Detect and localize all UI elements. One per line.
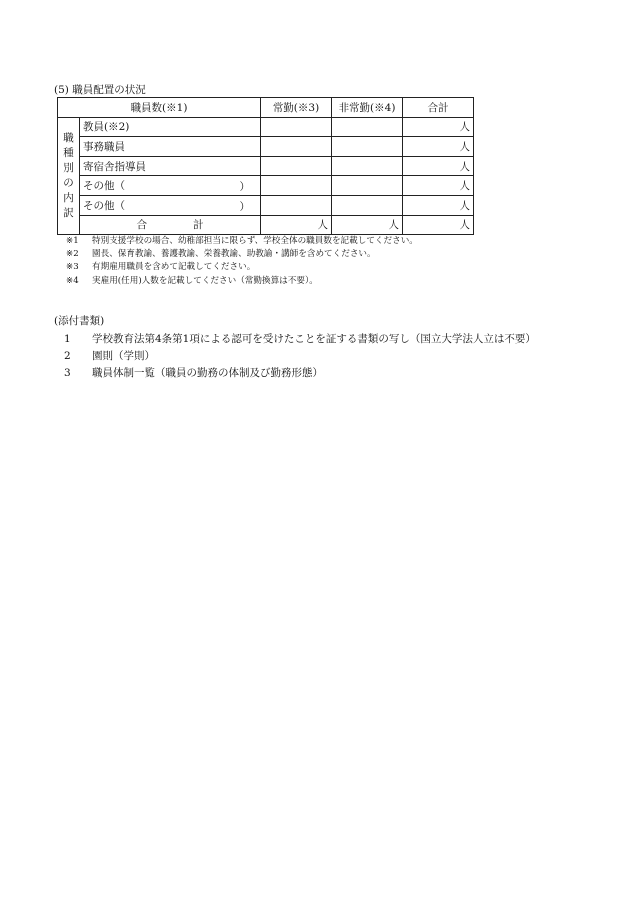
cell-input[interactable] <box>332 117 403 137</box>
note-2: ※2 園長、保育教諭、養護教諭、栄養教諭、助教諭・講師を含めてください。 <box>66 249 376 260</box>
row-label-office-staff: 事務職員 <box>80 137 261 157</box>
notes <box>66 235 418 288</box>
attachments-title: (添付書類) <box>54 315 105 327</box>
cell-input[interactable] <box>332 195 403 215</box>
staff-table <box>57 97 474 235</box>
list-item: 1 学校教育法第4条第1項による認可を受けたことを証する書類の写し（国立大学法人立は不要） <box>64 333 536 345</box>
table-total-row <box>58 215 474 235</box>
unit-label: 人 <box>403 176 474 196</box>
unit-label: 人 <box>403 156 474 176</box>
total-all: 人 <box>403 215 474 235</box>
note-4: ※4 実雇用(任用)人数を記載してください（常勤換算は不要）。 <box>66 275 318 286</box>
table-row <box>58 117 474 137</box>
attachments-list <box>64 331 536 382</box>
cell-input[interactable] <box>261 156 332 176</box>
header-staff-count: 職員数(※1) <box>58 98 261 118</box>
row-label-other-2[interactable]: その他（ ） <box>80 195 261 215</box>
total-label: 合 計 <box>80 215 261 235</box>
header-parttime: 非常勤(※4) <box>332 98 403 118</box>
cell-input[interactable] <box>261 137 332 157</box>
unit-label: 人 <box>403 137 474 157</box>
job-type-breakdown-label: 職 種 別 の 内 訳 <box>58 117 80 235</box>
cell-input[interactable] <box>332 156 403 176</box>
row-label-other-1[interactable]: その他（ ） <box>80 176 261 196</box>
table-row <box>58 137 474 157</box>
total-fulltime: 人 <box>261 215 332 235</box>
row-label-dormitory-staff: 寄宿舎指導員 <box>80 156 261 176</box>
note-3: ※3 有期雇用職員を含めて記載してください。 <box>66 262 256 273</box>
cell-input[interactable] <box>332 176 403 196</box>
list-item: 2 園則（学則） <box>64 350 155 362</box>
cell-input[interactable] <box>261 176 332 196</box>
cell-input[interactable] <box>261 117 332 137</box>
unit-label: 人 <box>403 195 474 215</box>
header-total: 合計 <box>403 98 474 118</box>
note-1: ※1 特別支援学校の場合、幼稚部担当に限らず、学校全体の職員数を記載してください。 <box>66 236 418 246</box>
cell-input[interactable] <box>261 195 332 215</box>
header-fulltime: 常勤(※3) <box>261 98 332 118</box>
unit-label: 人 <box>403 117 474 137</box>
total-parttime: 人 <box>332 215 403 235</box>
table-row <box>58 195 474 215</box>
row-label-teachers: 教員(※2) <box>80 117 261 137</box>
cell-input[interactable] <box>332 137 403 157</box>
table-row <box>58 156 474 176</box>
table-header-row <box>58 98 474 118</box>
list-item: 3 職員体制一覧（職員の勤務の体制及び勤務形態） <box>64 367 323 379</box>
section-title: (5) 職員配置の状況 <box>54 84 146 96</box>
table-row <box>58 176 474 196</box>
